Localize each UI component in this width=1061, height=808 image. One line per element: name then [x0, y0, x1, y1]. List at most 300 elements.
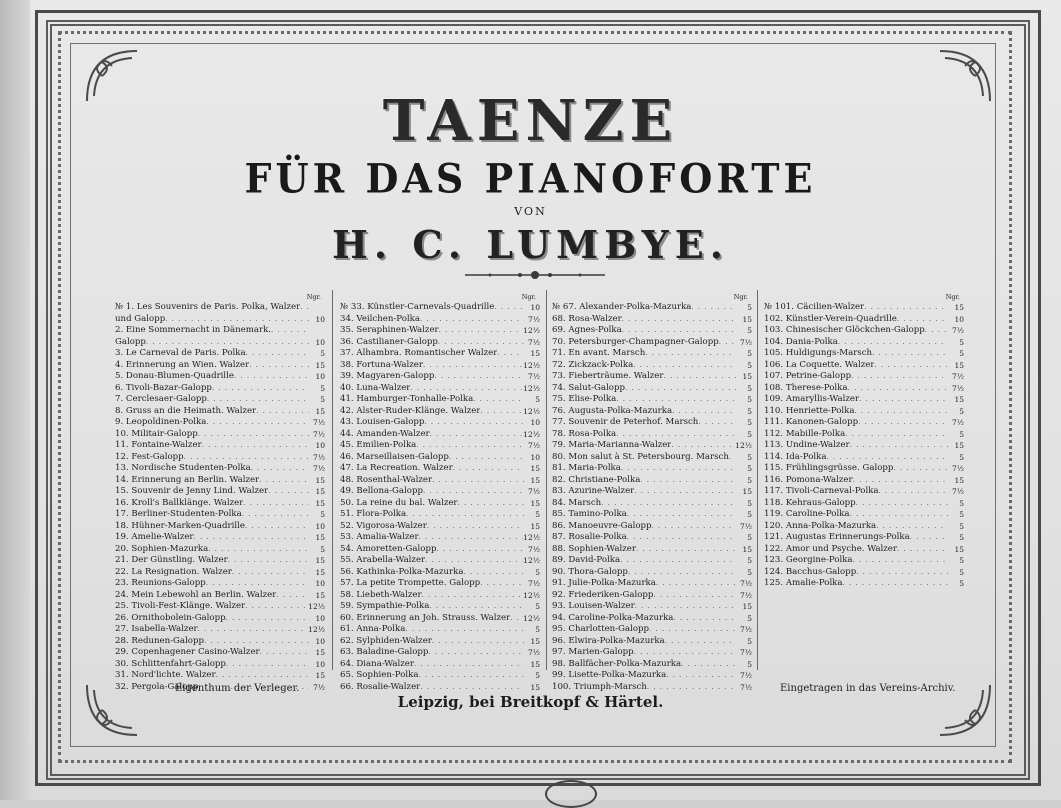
catalog-entry [340, 682, 540, 694]
entry-title: 69. Agnes-Polka [552, 325, 622, 335]
leader-dots [165, 314, 309, 326]
entry-price: 15 [315, 475, 325, 485]
leader-dots [645, 348, 736, 360]
catalog-entry [340, 302, 540, 314]
catalog-entry [552, 417, 752, 429]
catalog-entry [552, 429, 752, 441]
catalog-entry [115, 394, 325, 406]
catalog-entry [552, 486, 752, 498]
leader-dots [620, 555, 736, 567]
leader-dots [259, 475, 309, 487]
entry-title: 79. Maria-Marianna-Walzer [552, 440, 672, 450]
catalog-entry [115, 337, 325, 349]
entry-title: 52. Vigorosa-Walzer [340, 520, 427, 531]
leader-dots [439, 325, 524, 337]
entry-title: 82. Christiane-Polka [552, 474, 641, 485]
column-divider [546, 290, 547, 670]
entry-title: 85. Tamino-Polka [552, 509, 627, 519]
price-header: Ngr. [945, 293, 960, 301]
entry-title: 86. Manoeuvre-Galopp [552, 520, 652, 531]
entry-title: 84. Marsch [552, 497, 602, 508]
entry-price: 7½ [312, 682, 325, 692]
entry-title: 40. Luna-Walzer [340, 382, 411, 393]
entry-price: 5 [747, 395, 752, 404]
entry-price: 5 [535, 510, 540, 519]
entry-title: 5. Donau-Blumen-Quadrille [115, 371, 235, 381]
catalog-entry [115, 360, 325, 372]
catalog-entry [552, 647, 752, 659]
leader-dots [420, 682, 524, 694]
catalog-entry [552, 544, 752, 556]
leader-dots [634, 486, 736, 498]
catalog-entry [552, 682, 752, 694]
entry-price: 15 [315, 360, 325, 370]
catalog-entry [115, 440, 325, 452]
leader-dots [416, 440, 524, 452]
entry-title: 27. Isabella-Walzer [115, 624, 198, 634]
entry-title: 117. Tivoli-Carneval-Polka [764, 486, 879, 496]
entry-price: 7½ [312, 418, 325, 427]
catalog-entry [764, 475, 964, 487]
entry-title: 113. Undine-Walzer [764, 440, 850, 450]
entry-title: 49. Bellona-Galopp [340, 486, 423, 496]
leader-dots [423, 360, 523, 372]
catalog-entry [552, 532, 752, 544]
entry-title: 58. Liebeth-Walzer [340, 589, 422, 600]
catalog-entry [115, 429, 325, 441]
leader-dots [194, 532, 309, 544]
catalog-entry [552, 555, 752, 567]
leader-dots [843, 578, 948, 590]
entry-title: 124. Bacchus-Galopp [764, 566, 857, 577]
leader-dots [649, 624, 736, 636]
entry-title: 105. Huldigungs-Marsch [764, 348, 873, 358]
catalog-entry [340, 325, 540, 337]
entry-title: 19. Amelie-Walzer [115, 532, 194, 542]
leader-dots [212, 383, 309, 395]
entry-price: 15 [315, 556, 325, 565]
leader-dots [434, 371, 524, 383]
catalog-entry [552, 636, 752, 648]
entry-title: 96. Elwira-Polka-Mazurka [552, 635, 665, 646]
entry-title: 95. Charlotten-Galopp [552, 624, 650, 634]
leader-dots [698, 417, 736, 429]
entry-title: 9. Leopoldinen-Polka [115, 417, 207, 427]
entry-price: 12½ [523, 429, 540, 439]
leader-dots [423, 486, 524, 498]
catalog-entry [764, 463, 964, 475]
entry-title: 108. Therese-Polka [764, 382, 848, 393]
column-divider [332, 290, 333, 670]
entry-price [309, 325, 325, 337]
catalog-entry [115, 521, 325, 533]
leader-dots [419, 532, 524, 544]
leader-dots [438, 337, 524, 349]
entry-title: 99. Lisette-Polka-Mazurka [552, 670, 667, 680]
leader-dots [232, 567, 309, 579]
leader-dots [719, 337, 736, 349]
entry-title: 92. Friederiken-Galopp [552, 589, 654, 600]
entry-title: 66. Rosalie-Walzer [340, 681, 421, 692]
entry-price: 7½ [739, 590, 752, 600]
library-stamp [545, 780, 597, 808]
entry-title: 125. Amalie-Polka [764, 578, 843, 588]
catalog-entry [764, 555, 964, 567]
entry-price: 15 [530, 636, 540, 646]
entry-title: № 1. Les Souvenirs de Paris. Polka, Walzer [115, 302, 301, 312]
leader-dots [480, 406, 523, 418]
entry-title: 15. Souvenir de Jenny Lind. Walzer [115, 486, 269, 496]
catalog-entry [115, 406, 325, 418]
leader-dots [406, 509, 524, 521]
entry-title: 3. Le Carneval de Paris. Polka [115, 348, 246, 358]
entry-price: 15 [315, 590, 325, 600]
catalog-entry [340, 429, 540, 441]
entry-title: 118. Kehraus-Galopp [764, 497, 856, 508]
entry-price: 7½ [527, 487, 540, 496]
entry-title: № 33. Künstler-Carnevals-Quadrille [340, 302, 495, 312]
entry-price: 15 [742, 487, 752, 496]
catalog-entry [340, 383, 540, 395]
entry-price: 10 [315, 613, 325, 623]
entry-price: 10 [530, 452, 540, 462]
entry-price: 5 [959, 521, 964, 531]
catalog-entry [764, 521, 964, 533]
catalog-entry [552, 463, 752, 475]
entry-price: 5 [959, 579, 964, 588]
leader-dots [910, 532, 948, 544]
entry-price: 7½ [739, 648, 752, 657]
leader-dots [893, 463, 948, 475]
catalog-entry [764, 406, 964, 418]
leader-dots [425, 555, 523, 567]
catalog-entry [115, 383, 325, 395]
catalog-entry [115, 613, 325, 625]
entry-price: 15 [315, 567, 325, 577]
entry-price: 7½ [951, 418, 964, 427]
catalog-entry [340, 567, 540, 579]
entry-title: 23. Reunions-Galopp [115, 578, 206, 588]
entry-title: 87. Rosalie-Polka [552, 532, 627, 542]
catalog-entry [340, 532, 540, 544]
entry-price: 7½ [739, 579, 752, 588]
catalog-entry [340, 590, 540, 602]
leader-dots [204, 636, 309, 648]
entry-price: 12½ [523, 326, 540, 335]
entry-title: 57. La petite Trompette. Galopp [340, 578, 481, 588]
entry-title: 25. Tivoli-Fest-Klänge. Walzer [115, 601, 246, 611]
entry-price: 15 [954, 395, 964, 404]
entry-title: 12. Fest-Galopp [115, 451, 184, 462]
entry-price: 12½ [523, 533, 540, 542]
catalog-entry [552, 498, 752, 510]
entry-title: 59. Sympathie-Polka [340, 601, 430, 611]
leader-dots [494, 302, 524, 314]
entry-price: 5 [747, 510, 752, 519]
leader-dots [691, 302, 736, 314]
entry-price: 10 [315, 659, 325, 669]
entry-title: 43. Louisen-Galopp [340, 417, 425, 427]
catalog-entry [115, 509, 325, 521]
leader-dots [856, 498, 948, 510]
entry-price: 7½ [312, 452, 325, 462]
entry-price: 5 [320, 383, 325, 393]
entry-title: 62. Sylphiden-Walzer [340, 635, 432, 646]
entry-price: 15 [954, 360, 964, 370]
leader-dots [198, 624, 309, 636]
leader-dots [510, 613, 523, 625]
catalog-entry [340, 670, 540, 682]
entry-title: 104. Dania-Polka [764, 336, 838, 347]
leader-dots [245, 601, 308, 613]
entry-title: 107. Petrine-Galopp [764, 371, 852, 381]
leader-dots [146, 337, 309, 349]
leader-dots [851, 371, 948, 383]
entry-price: 15 [315, 533, 325, 542]
entry-title: 34. Veilchen-Polka [340, 313, 420, 324]
entry-price: 5 [747, 452, 752, 462]
entry-price: 7½ [739, 682, 752, 692]
catalog-entry [115, 475, 325, 487]
leader-dots [665, 636, 736, 648]
catalog-entry [552, 406, 752, 418]
catalog-entry [115, 325, 325, 337]
entry-price: 7½ [527, 337, 540, 347]
entry-title: 37. Alhambra. Romantischer Walzer [340, 348, 498, 358]
leader-dots [249, 360, 309, 372]
entry-price: 5 [535, 671, 540, 680]
catalog-entry [552, 670, 752, 682]
entry-title: Galopp [115, 336, 146, 347]
footer-ownership: Eigenthum der Verleger. [175, 683, 300, 694]
catalog-entry [340, 613, 540, 625]
catalog-entry [115, 544, 325, 556]
catalog-entry [552, 521, 752, 533]
entry-price: 7½ [739, 671, 752, 680]
entry-title: 89. David-Polka [552, 555, 621, 565]
entry-title: 26. Ornithobolein-Galopp [115, 612, 226, 623]
entry-title: 98. Ballfächer-Polka-Mazurka [552, 658, 682, 669]
entry-price: 5 [747, 360, 752, 370]
entry-price: 7½ [951, 383, 964, 393]
catalog-entry [764, 417, 964, 429]
entry-price: 15 [954, 544, 964, 554]
entry-title: 36. Castilianer-Galopp [340, 336, 438, 347]
entry-title: 42. Alster-Ruder-Klänge. Walzer [340, 405, 481, 416]
entry-price: 15 [315, 498, 325, 508]
entry-price: 15 [530, 475, 540, 485]
leader-dots [872, 348, 948, 360]
entry-title: 56. Kathinka-Polka-Mazurka [340, 566, 464, 577]
catalog-entry [552, 337, 752, 349]
entry-price: 5 [959, 406, 964, 416]
entry-price: 5 [959, 498, 964, 508]
catalog-entry [764, 498, 964, 510]
entry-price: 10 [315, 579, 325, 588]
entry-price: 10 [315, 372, 325, 381]
entry-title: 109. Amaryllis-Walzer [764, 394, 860, 404]
leader-dots [198, 429, 309, 441]
leader-dots [666, 670, 736, 682]
price-header: Ngr. [306, 293, 321, 301]
entry-price: 10 [530, 303, 540, 312]
leader-dots [432, 636, 524, 648]
entry-price: 12½ [523, 406, 540, 416]
entry-title: 97. Marien-Galopp [552, 647, 634, 657]
leader-dots [855, 406, 948, 418]
catalog-entry [340, 360, 540, 372]
leader-dots [647, 682, 736, 694]
leader-dots [838, 337, 948, 349]
entry-price: 12½ [523, 613, 540, 623]
entry-price: 10 [315, 636, 325, 646]
von-label: VON [514, 205, 547, 218]
entry-title: 38. Fortuna-Walzer [340, 359, 423, 370]
entry-title: 78. Rosa-Polka [552, 428, 617, 439]
catalog-entry [115, 463, 325, 475]
leader-dots [268, 486, 309, 498]
entry-title: 90. Thora-Galopp [552, 566, 628, 577]
leader-dots [633, 360, 736, 372]
catalog-entry [340, 659, 540, 671]
catalog-entry [764, 337, 964, 349]
entry-price: 15 [742, 372, 752, 381]
catalog-entry [764, 440, 964, 452]
leader-dots [897, 314, 948, 326]
catalog-entry [552, 394, 752, 406]
entry-title: 94. Caroline-Polka-Mazurka [552, 612, 674, 623]
leader-dots [653, 590, 736, 602]
entry-price: 15 [530, 682, 540, 692]
leader-dots [853, 475, 948, 487]
leader-dots [427, 521, 524, 533]
entry-price: 15 [742, 314, 752, 324]
entry-price: 10 [315, 314, 325, 324]
entry-price: 7½ [951, 487, 964, 496]
entry-title: 13. Nordische Studenten-Polka [115, 463, 251, 473]
leader-dots [184, 452, 309, 464]
catalog-entry [115, 578, 325, 590]
leader-dots [432, 475, 524, 487]
leader-dots [206, 578, 309, 590]
leader-dots [845, 429, 948, 441]
entry-price: 5 [535, 602, 540, 611]
main-title: TAENZE [382, 88, 679, 154]
entry-title: 22. La Resignation. Walzer [115, 566, 232, 577]
catalog-entry [764, 486, 964, 498]
leader-dots [622, 325, 736, 337]
catalog-entry [764, 325, 964, 337]
entry-price: 5 [959, 349, 964, 358]
entry-price: 5 [747, 418, 752, 427]
catalog-entry [115, 417, 325, 429]
catalog-entry [115, 567, 325, 579]
entry-price: 5 [959, 567, 964, 577]
entry-price: 5 [747, 567, 752, 577]
catalog-entry [552, 371, 752, 383]
catalog-entry [340, 463, 540, 475]
entry-title: 72. Zickzack-Polka [552, 359, 634, 370]
catalog-entry [552, 360, 752, 372]
catalog-column-2 [340, 293, 540, 692]
entry-title: 61. Anna-Polka [340, 624, 406, 634]
leader-dots [497, 348, 524, 360]
entry-price: 5 [959, 337, 964, 347]
catalog-entry [340, 636, 540, 648]
leader-dots [429, 601, 524, 613]
entry-title: und Galopp [115, 313, 166, 324]
leader-dots [640, 475, 736, 487]
entry-price: 5 [747, 383, 752, 393]
entry-title: 65. Sophien-Polka [340, 670, 419, 680]
entry-title: 32. Pergola-Galopp [115, 681, 199, 692]
leader-dots [879, 486, 948, 498]
entry-price: 7½ [739, 521, 752, 531]
entry-price: 15 [954, 441, 964, 450]
entry-title: 71. En avant. Marsch [552, 348, 646, 358]
catalog-entry [340, 544, 540, 556]
entry-price: 5 [320, 395, 325, 404]
entry-title: 100. Triumph-Marsch [552, 681, 647, 692]
leader-dots [251, 463, 309, 475]
catalog-entry [340, 555, 540, 567]
entry-price: 7½ [527, 648, 540, 657]
leader-dots [271, 325, 309, 337]
entry-title: 120. Anna-Polka-Mazurka [764, 520, 877, 531]
catalog-entry [552, 509, 752, 521]
catalog-entry [115, 659, 325, 671]
entry-title: 73. Fieberträume. Walzer [552, 371, 664, 381]
entry-title: 83. Azurine-Walzer [552, 486, 635, 496]
entry-price: 5 [747, 533, 752, 542]
entry-title: 63. Baladine-Galopp [340, 647, 429, 657]
catalog-entry [552, 452, 752, 464]
entry-title: 16. Kroll's Ballklänge. Walzer [115, 497, 244, 508]
catalog-entry [552, 624, 752, 636]
entry-price: 5 [959, 556, 964, 565]
catalog-entry [764, 509, 964, 521]
leader-dots [627, 509, 736, 521]
entry-price: 7½ [951, 372, 964, 381]
leader-dots [634, 647, 736, 659]
leader-dots [672, 406, 736, 418]
entry-title: 30. Schlittenfahrt-Galopp [115, 658, 226, 669]
entry-price: 5 [747, 429, 752, 439]
entry-title: 11. Fontaine-Walzer [115, 440, 202, 450]
entry-price: 5 [320, 510, 325, 519]
leader-dots [859, 394, 948, 406]
entry-price: 5 [747, 636, 752, 646]
catalog-entry [115, 486, 325, 498]
leader-dots [848, 383, 949, 395]
entry-title: 17. Berliner-Studenten-Polka [115, 509, 242, 519]
entry-title: 18. Hühner-Marken-Quadrille [115, 520, 246, 531]
leader-dots [850, 440, 948, 452]
entry-price: 12½ [735, 441, 752, 450]
entry-price: 7½ [739, 337, 752, 347]
leader-dots [656, 578, 736, 590]
entry-title: 29. Copenhagener Casino-Walzer [115, 647, 260, 657]
catalog-entry [340, 406, 540, 418]
entry-title: 123. Georgine-Polka [764, 555, 853, 565]
footer-publisher: Leipzig, bei Breitkopf & Härtel. [397, 693, 664, 711]
leader-dots [260, 647, 309, 659]
leader-dots [428, 647, 524, 659]
leader-dots [202, 440, 309, 452]
catalog-entry [340, 521, 540, 533]
catalog-entry [115, 452, 325, 464]
entry-price: 7½ [527, 579, 540, 588]
